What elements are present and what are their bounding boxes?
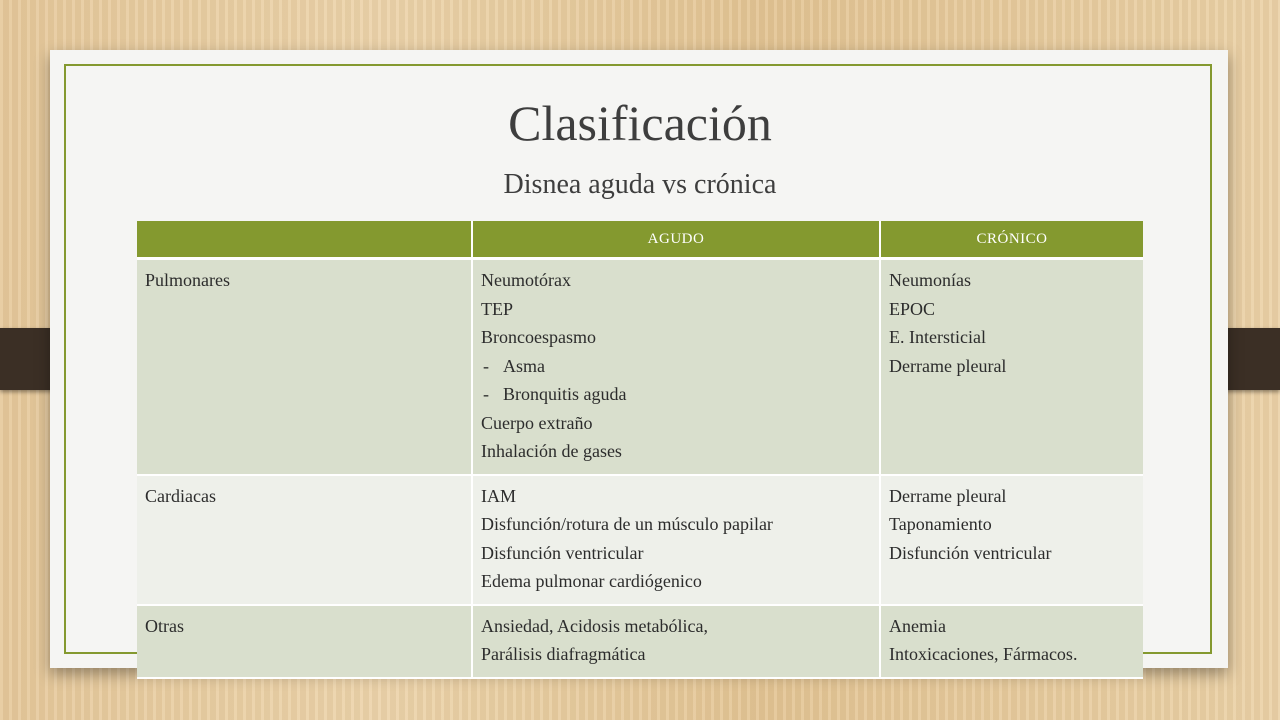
- list-item: Inhalación de gases: [481, 441, 622, 461]
- slide-title: Clasificación: [508, 95, 772, 151]
- sub-list-item: - Asma: [483, 355, 545, 376]
- agudo-cell: [472, 259, 880, 475]
- list-item: Broncoespasmo: [481, 327, 596, 347]
- sub-list-item-label: Asma: [503, 355, 545, 376]
- list-item: Disfunción ventricular: [889, 542, 1052, 563]
- list-item: Derrame pleural: [889, 485, 1007, 506]
- list-item: Intoxicaciones, Fármacos.: [889, 644, 1078, 664]
- header-cronico: CRÓNICO: [880, 221, 1143, 259]
- list-item: Ansiedad, Acidosis metabólica,: [481, 615, 708, 636]
- cronico-cell: [880, 259, 1143, 475]
- category-cell: Otras: [137, 605, 472, 678]
- category-cell: Cardiacas: [137, 475, 472, 605]
- classification-table: [137, 221, 1143, 679]
- table-row-pulmonares: [137, 259, 1143, 475]
- list-item: Derrame pleural: [889, 355, 1007, 376]
- agudo-cell: [472, 605, 880, 678]
- agudo-cell: [472, 475, 880, 605]
- slide-subtitle: Disnea aguda vs crónica: [503, 169, 777, 200]
- list-item: TEP: [481, 298, 514, 319]
- table-row-otras: [137, 605, 1143, 678]
- list-item: EPOC: [889, 298, 936, 319]
- table-row-cardiacas: [137, 475, 1143, 605]
- sub-list-item: - Bronquitis aguda: [483, 384, 627, 404]
- category-cell: Pulmonares: [137, 259, 472, 475]
- list-item: E. Intersticial: [889, 327, 986, 347]
- header-empty: [137, 221, 472, 259]
- cronico-cell: [880, 475, 1143, 605]
- list-item: Neumonías: [889, 270, 971, 290]
- list-item: Edema pulmonar cardiógenico: [481, 571, 702, 591]
- sub-list-item-label: Bronquitis aguda: [503, 384, 627, 404]
- list-item: Disfunción/rotura de un músculo papilar: [481, 514, 773, 534]
- list-item: Cuerpo extraño: [481, 412, 593, 433]
- header-agudo: AGUDO: [472, 221, 880, 259]
- list-item: Taponamiento: [889, 514, 992, 534]
- list-item: Anemia: [889, 615, 946, 636]
- table-header-row: [137, 221, 1143, 259]
- list-item: Parálisis diafragmática: [481, 644, 646, 664]
- list-item: Neumotórax: [481, 270, 571, 290]
- list-item: IAM: [481, 485, 516, 506]
- list-item: Disfunción ventricular: [481, 542, 644, 563]
- cronico-cell: [880, 605, 1143, 678]
